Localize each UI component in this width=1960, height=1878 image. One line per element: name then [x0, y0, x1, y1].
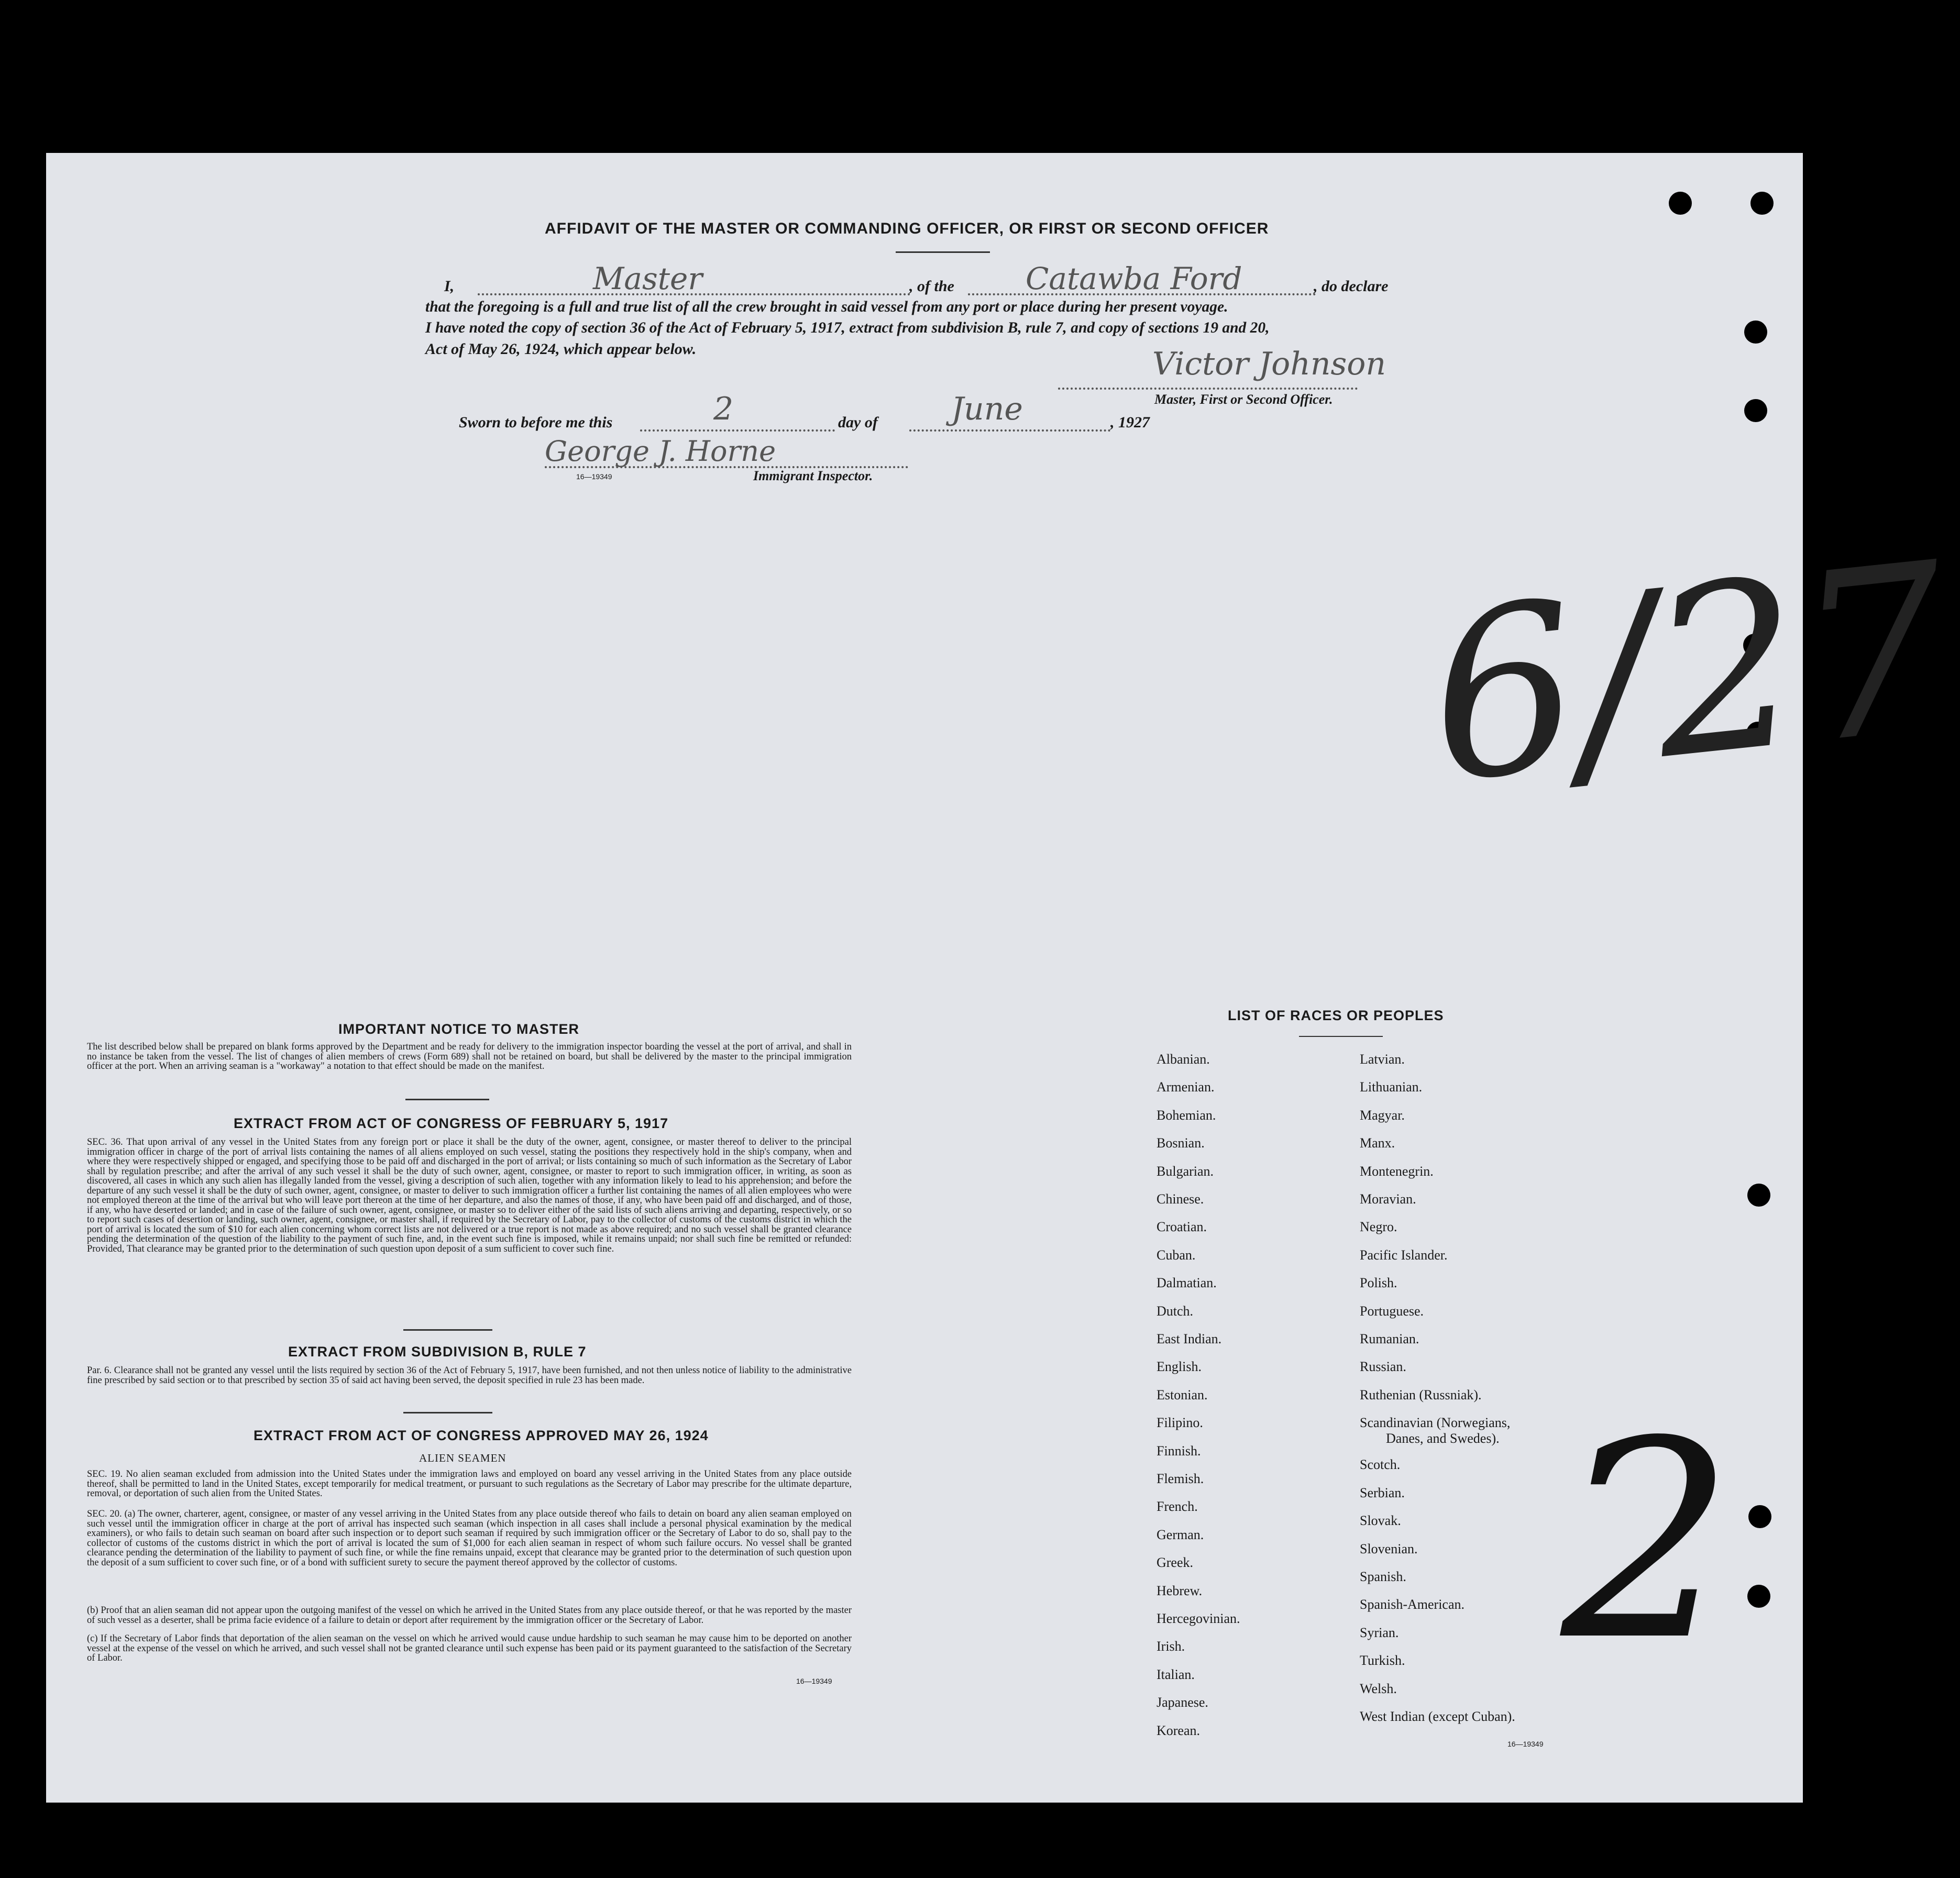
inspector-signature: George J. Horne	[545, 435, 776, 468]
punch-hole	[1747, 1184, 1770, 1207]
race-item: Montenegrin.	[1360, 1163, 1434, 1179]
race-item: Polish.	[1360, 1275, 1397, 1291]
master-signature-caption: Master, First or Second Officer.	[1154, 392, 1333, 407]
race-item: English.	[1157, 1359, 1202, 1375]
race-item: Scandinavian (Norwegians,	[1360, 1415, 1511, 1431]
race-item: Danes, and Swedes).	[1386, 1430, 1500, 1446]
race-item: Hebrew.	[1157, 1583, 1203, 1598]
notice-title: IMPORTANT NOTICE TO MASTER	[338, 1021, 579, 1037]
race-item: Manx.	[1360, 1135, 1395, 1151]
affidavit-line1-prefix: I,	[444, 278, 455, 295]
master-signature-line	[1058, 346, 1386, 390]
race-item: Estonian.	[1157, 1387, 1208, 1402]
sworn-day-field	[640, 391, 835, 432]
punch-hole	[1748, 1505, 1771, 1528]
race-item: Cuban.	[1157, 1247, 1196, 1263]
punch-hole	[1744, 399, 1767, 422]
race-item: West Indian (except Cuban).	[1360, 1708, 1515, 1724]
race-item: Latvian.	[1360, 1052, 1405, 1067]
race-item: Filipino.	[1157, 1415, 1203, 1431]
race-item: Turkish.	[1360, 1653, 1405, 1669]
rule7-title: EXTRACT FROM SUBDIVISION B, RULE 7	[288, 1344, 587, 1360]
race-item: East Indian.	[1157, 1331, 1222, 1346]
punch-hole	[1750, 192, 1774, 215]
races-form-number: 16—19349	[1507, 1740, 1544, 1748]
affidavit-form-number: 16—19349	[576, 472, 612, 481]
affidavit-line2: that the foregoing is a full and true list of all the crew brought in said vessel from any port or place during her present voyage.	[425, 299, 1228, 315]
act1924-sec20b: (b) Proof that an alien seaman did not appear upon the outgoing manifest of the vessel on which he arrived in the United States from any place outside thereof, or that he was reported by the master of such vessel as a deserter, shall be prima facie evidence of a failure to detain or deport after requirement by the immigration officer or the Secretary of Labor.	[87, 1605, 852, 1626]
act1924-form-number: 16—19349	[796, 1677, 832, 1685]
affidavit-of-the: , of the	[909, 278, 954, 295]
race-item: Welsh.	[1360, 1681, 1397, 1696]
race-item: Pacific Islander.	[1360, 1247, 1448, 1263]
act1924-sec20c: (c) If the Secretary of Labor finds that deportation of the alien seaman on the vessel on which he arrived would cause undue hardship to such seaman he may cause him to be deported on another vessel at the expense of the vessel on which he arrived, and such vessel shall not be granted clearance until such expense has been paid or its payment guaranteed to the satisfaction of the Secretary of Labor.	[87, 1633, 852, 1663]
race-item: Ruthenian (Russniak).	[1360, 1387, 1482, 1402]
race-item: Lithuanian.	[1360, 1079, 1423, 1095]
sworn-year: , 1927	[1110, 414, 1150, 431]
race-item: Dutch.	[1157, 1303, 1194, 1319]
inspector-caption: Immigrant Inspector.	[753, 468, 873, 483]
race-item: Scotch.	[1360, 1457, 1401, 1473]
sworn-month: June	[951, 391, 1023, 427]
sworn-day: 2	[713, 391, 734, 427]
race-item: Albanian.	[1157, 1052, 1210, 1067]
act1924-subtitle: ALIEN SEAMEN	[419, 1452, 506, 1464]
race-item: Irish.	[1157, 1639, 1185, 1654]
race-item: Japanese.	[1157, 1695, 1208, 1710]
race-item: Chinese.	[1157, 1191, 1204, 1207]
race-item: Bulgarian.	[1157, 1163, 1214, 1179]
master-field	[478, 261, 910, 296]
race-item: Finnish.	[1157, 1443, 1201, 1459]
race-item: Flemish.	[1157, 1471, 1204, 1486]
race-item: Rumanian.	[1360, 1331, 1419, 1346]
master-signature: Victor Johnson	[1152, 346, 1386, 382]
race-item: Armenian.	[1157, 1079, 1215, 1095]
races-title: LIST OF RACES OR PEOPLES	[1228, 1008, 1444, 1023]
race-item: Greek.	[1157, 1555, 1194, 1571]
race-item: Russian.	[1360, 1359, 1406, 1375]
race-item: Negro.	[1360, 1219, 1397, 1235]
race-item: Hercegovinian.	[1157, 1611, 1240, 1626]
race-item: Serbian.	[1360, 1485, 1405, 1500]
race-item: Bohemian.	[1157, 1107, 1216, 1123]
race-item: Slovenian.	[1360, 1541, 1418, 1556]
affidavit-line3: I have noted the copy of section 36 of the Act of February 5, 1917, extract from subdivision B, rule 7, and copy of sections 19 and 20,	[425, 319, 1270, 336]
act1924-sec20a: SEC. 20. (a) The owner, charterer, agent, consignee, or master of any vessel arriving in the United States from any place outside thereof who fails to detain on board any alien seaman employed on such vessel until the immigration officer in charge at the port of arrival has inspected such seaman (which inspection in all cases shall include a personal physical examination by the medical examiners), or who fails to detain such seaman on board after such inspection or to deport such seaman if required by such immigration officer or the Secretary of Labor to do so, shall pay to the collector of customs of the customs district in which the port of arrival is located the sum of $1,000 for each alien seaman in respect of whom such failure occurs. No vessel shall be granted clearance pending the determination of the liability to payment of such fine, or while the fine remains unpaid, except that clearance may be granted prior to the determination of such question upon the deposit of a sum sufficient to cover such fine, or of a bond with sufficient surety to secure the payment thereof approved by the collector of customs.	[87, 1509, 852, 1568]
act1924-sec19: SEC. 19. No alien seaman excluded from admission into the United States under the immigration laws and employed on board any vessel arriving in the United States from any place outside thereof, shall be permitted to land in the United States, except temporarily for medical treatment, or pursuant to such regulations as the Secretary of Labor may prescribe for the ultimate departure, removal, or deportation of such alien from the United States.	[87, 1469, 852, 1499]
punch-hole	[1747, 1585, 1770, 1608]
extract-1917-title: EXTRACT FROM ACT OF CONGRESS OF FEBRUARY 5, 1917	[234, 1115, 669, 1131]
extract-1917-text: SEC. 36. That upon arrival of any vessel in the United States from any foreign port or place it shall be the duty of the owner, agent, consignee, or master thereof to deliver to the principal immigration officer in charge of the port of arrival lists containing the names of all aliens employed on such vessel, stating the positions they respectively hold in the ship's company, when and where they were respectively shipped or engaged, and specifying those to be paid off and discharged in the port of arrival; or lists containing so much of such information as the Secretary of Labor shall by regulation prescribe; and after the arrival of any such vessel it shall be the duty of such owner, agent, consignee, or master to report to such immigration officer, in writing, as soon as discovered, all cases in which any such alien has illegally landed from the vessel, giving a description of such alien, together with any information likely to lead to his apprehension; and before the departure of any such vessel it shall be the duty of such owner, agent, consignee, or master to deliver to such immigration officer a further list containing the names of all alien employees who were not employed thereon at the time of the arrival but who will leave port thereon at the time of her departure, and also the names of those, if any, who have been paid off and discharged, and of those, if any, who have deserted or landed; and in case of the failure of such owner, agent, consignee, or master so to deliver either of the said lists of such aliens arriving and departing, respectively, or so to report such cases of desertion or landing, such owner, agent, consignee, or master shall, if required by the Secretary of Labor, pay to the collector of customs of the customs district in which the port of arrival is located the sum of $10 for each alien concerning whom correct lists are not delivered or a true report is not made as above required; and no such vessel shall be granted clearance pending the determination of the question of the liability to the payment of such fine, and, in the event such fine is imposed, while it remains unpaid; nor shall such fine be remitted or refunded: Provided, That clearance may be granted prior to the determination of such question upon deposit of a sum sufficient to cover such fine.	[87, 1137, 852, 1254]
affidavit-do-declare: , do declare	[1314, 278, 1389, 295]
master-handwritten: Master	[593, 261, 703, 296]
race-item: Spanish-American.	[1360, 1597, 1465, 1612]
race-item: Portuguese.	[1360, 1303, 1424, 1319]
act1924-title: EXTRACT FROM ACT OF CONGRESS APPROVED MAY 26, 1924	[254, 1428, 709, 1443]
race-item: Magyar.	[1360, 1107, 1405, 1123]
handwritten-page-number: 2	[1561, 1383, 1734, 1700]
race-item: Slovak.	[1360, 1513, 1401, 1529]
race-item: Syrian.	[1360, 1625, 1399, 1640]
sworn-month-field	[909, 391, 1110, 432]
sworn-day-of: day of	[838, 414, 878, 431]
affidavit-title: AFFIDAVIT OF THE MASTER OR COMMANDING OFFICER, OR FIRST OR SECOND OFFICER	[545, 220, 1269, 237]
race-item: Spanish.	[1360, 1568, 1406, 1584]
race-item: German.	[1157, 1527, 1204, 1542]
sworn-prefix: Sworn to before me this	[459, 414, 613, 431]
race-item: Bosnian.	[1157, 1135, 1205, 1151]
affidavit-line4: Act of May 26, 1924, which appear below.	[425, 340, 697, 358]
race-item: French.	[1157, 1499, 1198, 1515]
race-item: Dalmatian.	[1157, 1275, 1217, 1291]
race-item: Italian.	[1157, 1666, 1195, 1682]
punch-hole	[1744, 321, 1767, 344]
race-item: Croatian.	[1157, 1219, 1207, 1235]
notice-text: The list described below shall be prepared on blank forms approved by the Department and be ready for delivery to the immigration inspector boarding the vessel at the port of arrival, and shall in no instance be taken from the vessel. The list of changes of alien members of crews (Form 689) shall not be retained on board, but shall be delivered by the master to the principal immigration officer at the port. When an arriving seaman is a "workaway" a notation to that effect should be made on the manifest.	[87, 1042, 852, 1071]
vessel-handwritten: Catawba Ford	[1026, 261, 1242, 296]
vessel-field	[968, 261, 1316, 296]
rule7-text: Par. 6. Clearance shall not be granted any vessel until the lists required by section 36 of the Act of February 5, 1917, have been furnished, and not then unless notice of liability to the administrative fine prescribed by said section or to that prescribed by section 35 of said act having been served, the deposit specified in rule 23 has been made.	[87, 1365, 852, 1386]
punch-hole	[1669, 192, 1692, 215]
race-item: Moravian.	[1360, 1191, 1416, 1207]
inspector-signature-line	[545, 435, 908, 468]
handwritten-date-mark: 6/27	[1417, 513, 1960, 834]
race-item: Korean.	[1157, 1722, 1201, 1738]
